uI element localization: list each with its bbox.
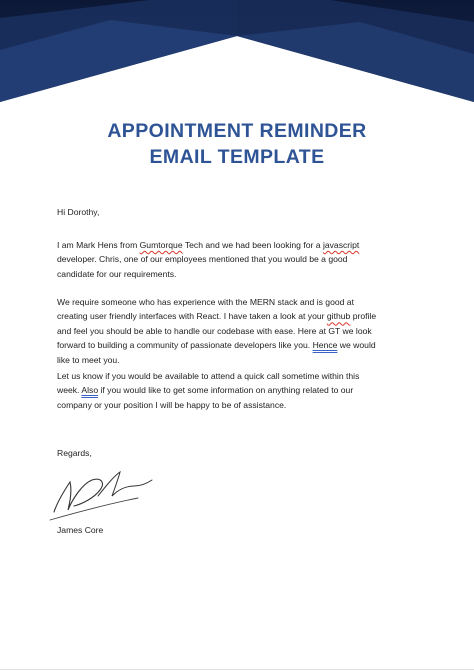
text-run: week. bbox=[57, 385, 82, 396]
text-run: profile bbox=[350, 311, 377, 322]
grammar-flagged-word: Also bbox=[81, 385, 99, 396]
spellcheck-flagged-word: javascript bbox=[322, 240, 360, 250]
document-title-line-1: APPOINTMENT REMINDER bbox=[107, 120, 367, 142]
text-run: like to meet you. bbox=[57, 354, 120, 365]
paragraph-intro bbox=[57, 238, 429, 281]
grammar-flagged-word: Hence bbox=[312, 340, 338, 351]
text-run: if you would like to get some information on anything related to our bbox=[98, 385, 354, 396]
text-run: Tech and we had been looking for a bbox=[182, 240, 323, 250]
text-run: creating user friendly interfaces with React. I have taken a look at your bbox=[57, 311, 327, 322]
text-run: Let us know if you would be available to attend a quick call sometime within this bbox=[57, 371, 360, 381]
spellcheck-flagged-word: github bbox=[326, 311, 351, 322]
text-run: developer. Chris, one of our employees mentioned that you would be a good bbox=[57, 254, 348, 265]
text-run: I am Mark Hens from bbox=[57, 240, 140, 250]
text-run: company or your position I will be happy to be of assistance. bbox=[57, 399, 287, 410]
text-run: forward to building a community of passionate developers like you. bbox=[57, 340, 313, 351]
spellcheck-flagged-word: Gumtorque bbox=[139, 240, 183, 250]
text-run: We require someone who has experience with the MERN stack and is good at bbox=[57, 297, 354, 307]
header-chevron-band bbox=[0, 0, 474, 105]
document-title-line-2: EMAIL TEMPLATE bbox=[149, 146, 325, 168]
text-run: candidate for our requirements. bbox=[57, 268, 177, 279]
greeting: Hi Dorothy, bbox=[57, 207, 100, 217]
signer-name: James Core bbox=[57, 525, 104, 535]
handwritten-signature bbox=[48, 460, 158, 524]
text-run: and feel you should be able to handle our codebase with ease. Here at GT we look bbox=[57, 325, 372, 336]
text-run: we would bbox=[337, 340, 376, 351]
paragraph-call-to-action bbox=[57, 369, 429, 412]
closing: Regards, bbox=[57, 448, 92, 458]
paragraph-requirements bbox=[57, 295, 429, 367]
